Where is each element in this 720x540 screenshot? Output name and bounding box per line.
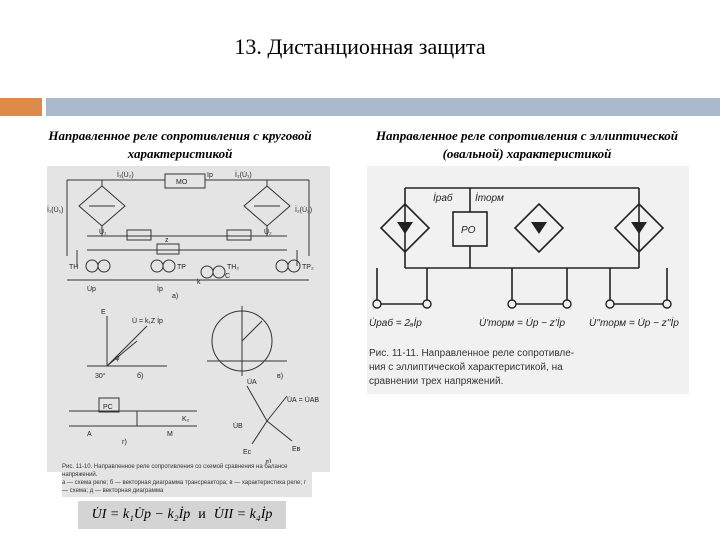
slide-title: 13. Дистанционная защита	[234, 34, 486, 59]
label-u-torm1: U̇'торм = U̇р − z'İр	[479, 318, 566, 329]
label-k1: k	[197, 279, 201, 286]
label-i1-side: İ₁(U̇₁)	[47, 207, 64, 214]
formula-conj: и	[198, 507, 206, 522]
right-figure-drawing	[367, 166, 689, 394]
label-c: C	[225, 273, 231, 280]
left-figure-drawing	[47, 166, 330, 472]
accent-bar	[0, 98, 42, 116]
label-i1u2: İ₁(U̇₂)	[117, 172, 134, 179]
label-tp2: TP₂	[302, 264, 314, 271]
label-i2-side: İ₂(U̇₂)	[295, 207, 313, 214]
label-phi: φ	[115, 355, 120, 362]
label-rc: РС	[103, 404, 113, 411]
formula	[78, 501, 286, 529]
right-caption-line3: сравнении трех напряжений.	[369, 376, 504, 387]
left-figure	[47, 166, 330, 472]
label-u-kzi: U̇ = k₁Z İр	[132, 318, 163, 325]
left-caption-title: Рис. 11-10. Направленное реле сопротивления со схемой сравнения на балансе напряжений.	[62, 464, 288, 478]
label-ec: Eс	[243, 449, 252, 456]
label-fig-v: в)	[277, 373, 284, 380]
formula-part1: U̇I = k₁U̇р − k₂İр	[91, 507, 191, 522]
label-u-rab: U̇раб = 2ₐİр	[369, 318, 422, 329]
label-tn: TH	[69, 264, 79, 271]
label-i-rab: İраб	[433, 193, 453, 204]
label-kz: K₂	[182, 416, 190, 423]
label-u-torm2: U̇''торм = U̇р − z''İр	[589, 318, 679, 329]
formula-part2: U̇II = k₄İр	[213, 507, 273, 522]
left-heading: Направленное реле сопротивления с круговой характеристикой	[48, 128, 312, 161]
label-tn2: TH₂	[227, 264, 240, 271]
label-ip-top: Iр	[207, 172, 213, 179]
label-eb: Eв	[292, 446, 301, 453]
label-i-torm: İторм	[475, 193, 504, 204]
label-z: z	[165, 237, 169, 244]
left-caption-note: а — схема реле; б — векторная диаграмма трансреактора; в — характеристика реле; г — схема; д — векторная диаграмма	[62, 480, 306, 494]
label-tp: TP	[177, 264, 186, 271]
label-ro: РО	[461, 225, 476, 236]
label-up: U̇р	[87, 286, 96, 293]
right-heading: Направленное реле сопротивления с эллиптической (овальной) характеристикой	[375, 128, 679, 161]
label-ub: U̇В	[233, 423, 243, 430]
label-fig-b: б)	[137, 373, 144, 380]
label-fig-g: г)	[122, 439, 127, 446]
label-uab: U̇А = U̇АВ	[287, 397, 320, 404]
right-figure	[367, 166, 689, 394]
label-i2u1: İ₂(U̇₁)	[235, 172, 252, 179]
right-caption-line2: ния с эллиптической характеристикой, на	[369, 362, 563, 373]
label-mo: МО	[176, 179, 188, 186]
label-ip: İр	[157, 286, 163, 293]
label-fig-a: a)	[172, 293, 179, 300]
left-caption	[62, 463, 312, 497]
title-rule-bar	[46, 98, 720, 116]
right-caption-line1: Рис. 11-11. Направленное реле сопротивле-	[369, 348, 575, 359]
label-m-pt: M	[167, 431, 173, 438]
label-zero: 30°	[95, 373, 106, 380]
label-ua: U̇А	[247, 379, 257, 386]
label-e: E	[101, 309, 106, 316]
label-u1: U̇₁	[99, 229, 107, 236]
label-a-pt: A	[87, 431, 92, 438]
label-u2: U̇₂	[264, 229, 272, 236]
